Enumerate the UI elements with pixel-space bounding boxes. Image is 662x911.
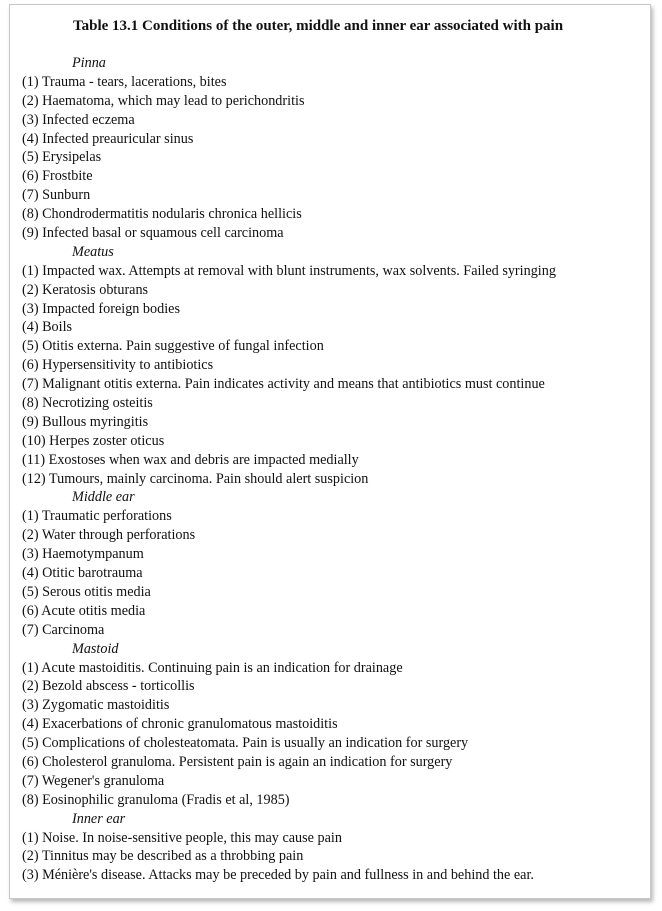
list-item: (11) Exostoses when wax and debris are impacted medially bbox=[22, 451, 359, 468]
list-item: (9) Infected basal or squamous cell carcinoma bbox=[22, 225, 284, 242]
list-item: (7) Wegener's granuloma bbox=[22, 772, 165, 789]
list-item: (1) Traumatic perforations bbox=[22, 508, 172, 525]
section-middle-ear bbox=[22, 488, 652, 639]
list-item: (7) Malignant otitis externa. Pain indicates activity and means that antibiotics must continue bbox=[22, 376, 545, 393]
section-heading: Inner ear bbox=[72, 810, 126, 827]
table-title: Table 13.1 Conditions of the outer, middle and inner ear associated with pain bbox=[73, 18, 564, 34]
list-item: (1) Acute mastoiditis. Continuing pain is an indication for drainage bbox=[22, 659, 403, 676]
list-item: (5) Erysipelas bbox=[22, 149, 102, 166]
list-item: (6) Hypersensitivity to antibiotics bbox=[22, 357, 214, 374]
list-item: (3) Zygomatic mastoiditis bbox=[22, 697, 170, 714]
section-pinna bbox=[22, 54, 652, 243]
list-item: (12) Tumours, mainly carcinoma. Pain should alert suspicion bbox=[22, 470, 369, 487]
list-item: (2) Keratosis obturans bbox=[22, 281, 149, 298]
list-item: (7) Carcinoma bbox=[22, 621, 105, 638]
list-item: (6) Frostbite bbox=[22, 168, 93, 185]
list-item: (4) Otitic barotrauma bbox=[22, 565, 143, 582]
section-meatus bbox=[22, 243, 652, 489]
section-heading: Meatus bbox=[72, 243, 114, 260]
list-item: (1) Impacted wax. Attempts at removal with blunt instruments, wax solvents. Failed syringing bbox=[22, 262, 556, 279]
section-mastoid bbox=[22, 640, 652, 810]
list-item: (8) Eosinophilic granuloma (Fradis et al, 1985) bbox=[22, 791, 290, 808]
list-item: (2) Water through perforations bbox=[22, 527, 196, 544]
list-item: (5) Complications of cholesteatomata. Pain is usually an indication for surgery bbox=[22, 735, 469, 752]
list-item: (8) Chondrodermatitis nodularis chronica hellicis bbox=[22, 206, 302, 223]
list-item: (3) Ménière's disease. Attacks may be preceded by pain and fullness in and behind the ear. bbox=[22, 867, 534, 884]
list-item: (1) Noise. In noise-sensitive people, this may cause pain bbox=[22, 829, 342, 846]
list-item: (10) Herpes zoster oticus bbox=[22, 432, 165, 449]
list-item: (4) Boils bbox=[22, 319, 73, 336]
list-item: (1) Trauma - tears, lacerations, bites bbox=[22, 73, 227, 90]
list-item: (8) Necrotizing osteitis bbox=[22, 395, 153, 412]
list-item: (5) Otitis externa. Pain suggestive of fungal infection bbox=[22, 338, 324, 355]
section-inner-ear bbox=[22, 810, 652, 886]
list-item: (7) Sunburn bbox=[22, 187, 91, 204]
list-item: (2) Tinnitus may be described as a throbbing pain bbox=[22, 848, 304, 865]
list-item: (5) Serous otitis media bbox=[22, 583, 151, 600]
section-heading: Middle ear bbox=[72, 489, 135, 506]
list-item: (6) Cholesterol granuloma. Persistent pain is again an indication for surgery bbox=[22, 753, 453, 770]
table-content bbox=[22, 54, 652, 885]
list-item: (9) Bullous myringitis bbox=[22, 413, 149, 430]
section-heading: Pinna bbox=[72, 55, 106, 71]
list-item: (4) Exacerbations of chronic granulomatous mastoiditis bbox=[22, 716, 338, 733]
list-item: (2) Bezold abscess - torticollis bbox=[22, 678, 195, 695]
list-item: (3) Haemotympanum bbox=[22, 546, 144, 563]
list-item: (3) Impacted foreign bodies bbox=[22, 300, 180, 317]
list-item: (2) Haematoma, which may lead to perichondritis bbox=[22, 92, 305, 109]
section-heading: Mastoid bbox=[72, 640, 119, 657]
list-item: (4) Infected preauricular sinus bbox=[22, 130, 194, 147]
list-item: (3) Infected eczema bbox=[22, 111, 135, 128]
list-item: (6) Acute otitis media bbox=[22, 602, 146, 619]
